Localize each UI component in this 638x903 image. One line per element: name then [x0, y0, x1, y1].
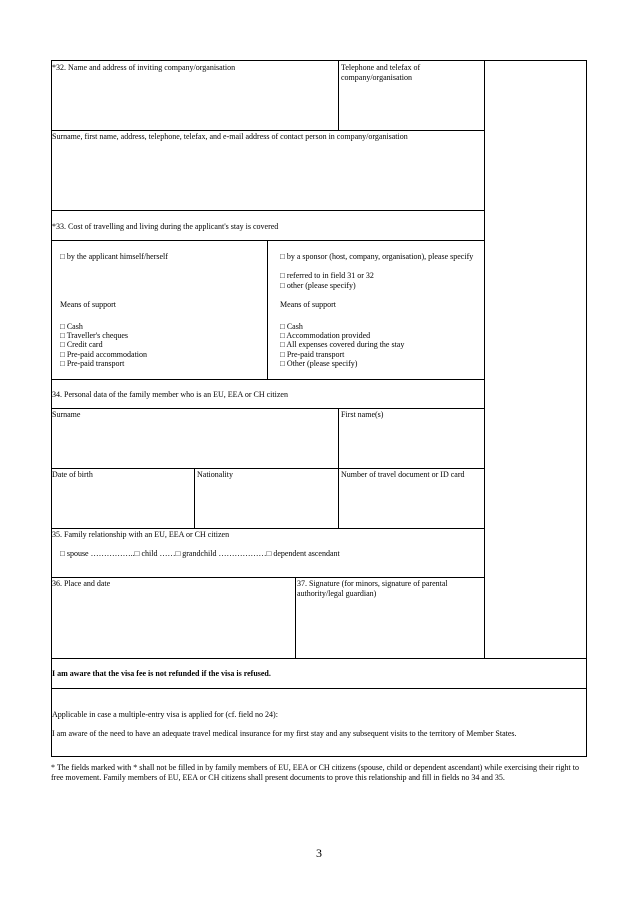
field-37-label: 37. Signature (for minors, signature of parental authority/legal guardian)	[297, 579, 448, 598]
option-applicant[interactable]: □ by the applicant himself/herself	[60, 252, 168, 261]
field-35-label: 35. Family relationship with an EU, EEA or CH citizen	[52, 530, 230, 539]
line-33-bottom	[51, 379, 485, 380]
field-36-label: 36. Place and date	[52, 579, 111, 588]
line-34-names-bottom	[51, 468, 485, 469]
multi-entry-statement: I am aware of the need to have an adequate travel medical insurance for my first stay and any subsequent visits to the territory of Member States.	[52, 729, 517, 738]
line-33-label-bottom	[51, 240, 485, 241]
frame-top	[51, 60, 587, 61]
field-32-label: *32. Name and address of inviting company/organisation	[52, 63, 236, 72]
line-contact-bottom	[51, 210, 485, 211]
line-34-label-bottom	[51, 408, 485, 409]
line-32-bottom	[51, 130, 485, 131]
line-35-bottom	[51, 577, 485, 578]
frame-right	[586, 60, 587, 757]
means-of-support-left: Means of support	[60, 300, 116, 309]
line-34-bottom	[51, 528, 485, 529]
multi-entry-intro: Applicable in case a multiple-entry visa is applied for (cf. field no 24):	[52, 710, 278, 719]
right-column-divider	[484, 60, 485, 658]
option-sponsor[interactable]: □ by a sponsor (host, company, organisation), please specify	[280, 252, 474, 261]
fee-notice: I am aware that the visa fee is not refunded if the visa is refused.	[52, 669, 271, 678]
dob-label: Date of birth	[52, 470, 93, 479]
divider-32-phone	[338, 60, 339, 130]
surname-label: Surname	[52, 410, 81, 419]
sponsor-sub-other[interactable]: □ other (please specify)	[280, 281, 356, 290]
line-fee-bottom	[51, 688, 587, 689]
left-item-travellers-cheques[interactable]: □ Traveller's cheques	[60, 331, 129, 340]
nationality-label: Nationality	[197, 470, 233, 479]
right-item-all-expenses[interactable]: □ All expenses covered during the stay	[280, 340, 405, 349]
left-item-cash[interactable]: □ Cash	[60, 322, 83, 331]
page-number: 3	[316, 846, 322, 860]
footnote: * The fields marked with * shall not be filled in by family members of EU, EEA or CH citizens (spouse, child or dependent ascendant) while exercising their right to free movement. Family members of EU, EEA or CH citizens shall present documents to prove this relationship and fill in fields no 34 and 35.	[51, 763, 579, 782]
right-item-accommodation[interactable]: □ Accommodation provided	[280, 331, 371, 340]
field-32-phone-label: Telephone and telefax of company/organisation	[341, 63, 421, 82]
firstname-label: First name(s)	[341, 410, 384, 419]
right-item-cash[interactable]: □ Cash	[280, 322, 303, 331]
field-34-label: 34. Personal data of the family member who is an EU, EEA or CH citizen	[52, 390, 288, 399]
field-33-label: *33. Cost of travelling and living during the applicant's stay is covered	[52, 222, 279, 231]
right-item-prepaid-transport[interactable]: □ Pre-paid transport	[280, 350, 345, 359]
divider-36-37	[295, 577, 296, 658]
divider-34-nationality	[194, 468, 195, 528]
sponsor-sub-field-31-32[interactable]: □ referred to in field 31 or 32	[280, 271, 374, 280]
contact-person-label: Surname, first name, address, telephone, telefax, and e-mail address of contact person in company/organisation	[52, 132, 408, 141]
left-item-prepaid-transport[interactable]: □ Pre-paid transport	[60, 359, 125, 368]
relationship-options[interactable]: □ spouse ……………..□ child ……□ grandchild ………………□ dependent ascendant	[60, 549, 340, 558]
frame-bottom	[51, 756, 587, 757]
line-37-bottom	[51, 658, 587, 659]
doc-number-label: Number of travel document or ID card	[341, 470, 465, 479]
left-item-prepaid-accommodation[interactable]: □ Pre-paid accommodation	[60, 350, 148, 359]
right-item-other[interactable]: □ Other (please specify)	[280, 359, 358, 368]
left-item-credit-card[interactable]: □ Credit card	[60, 340, 103, 349]
divider-33	[267, 240, 268, 379]
means-of-support-right: Means of support	[280, 300, 336, 309]
